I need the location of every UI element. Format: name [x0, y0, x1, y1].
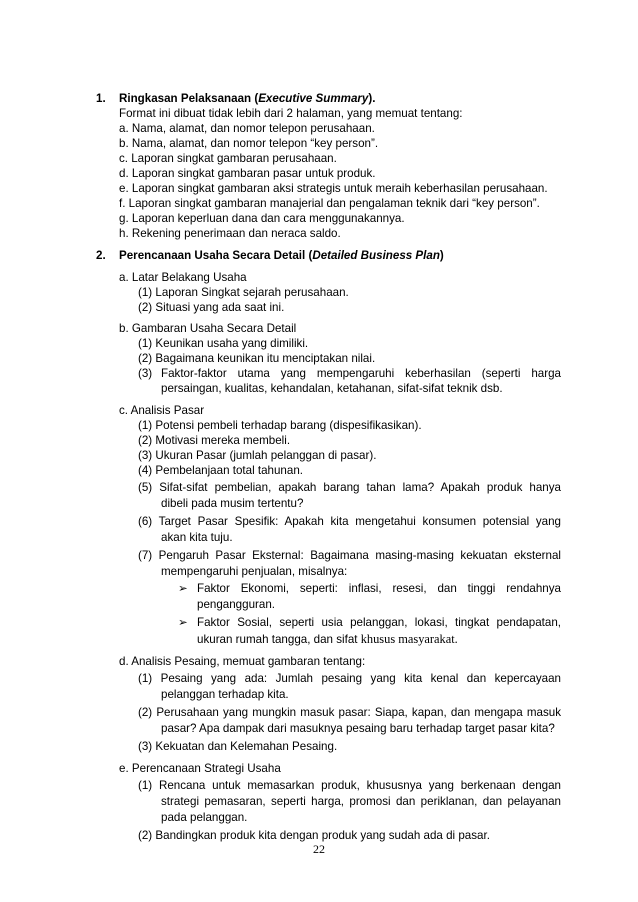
subsection-c-item: (3) Ukuran Pasar (jumlah pelanggan di pasar).: [138, 449, 377, 462]
subsection-c-item-7-line-2: mempengaruhi penjualan, misalnya:: [161, 565, 348, 578]
bullet-1-line-2: pengangguran.: [197, 598, 276, 611]
subsection-d-item-1-line-1: (1) Pesaing yang ada: Jumlah pesaing yang kita kenal dan kepercayaan: [138, 672, 561, 685]
bullet-arrow-icon: ➢: [178, 582, 188, 595]
subsection-a-item: (1) Laporan Singkat sejarah perusahaan.: [138, 286, 349, 299]
section-2-number: 2.: [96, 249, 106, 262]
section-1-item: d. Laporan singkat gambaran pasar untuk produk.: [119, 167, 376, 180]
subsection-b-heading: b. Gambaran Usaha Secara Detail: [119, 322, 297, 335]
page-number: 22: [313, 842, 325, 856]
subsection-c-item-5-line-2: dibeli pada musim tertentu?: [161, 497, 304, 510]
subsection-c-item-6-line-2: akan kita tuju.: [161, 531, 233, 544]
subsection-e-item-1-line-3: pada pelanggan.: [161, 811, 248, 824]
subsection-b-item: (1) Keunikan usaha yang dimiliki.: [138, 337, 309, 350]
subsection-c-heading: c. Analisis Pasar: [119, 404, 205, 417]
section-1-item: b. Nama, alamat, dan nomor telepon “key person”.: [119, 137, 379, 150]
bullet-arrow-icon: ➢: [178, 616, 188, 629]
section-1-item: a. Nama, alamat, dan nomor telepon perusahaan.: [119, 122, 375, 135]
subsection-b-item-3-line-2: persaingan, kualitas, kehandalan, ketahanan, sifat-sifat teknik dsb.: [161, 382, 503, 395]
subsection-e-item-2: (2) Bandingkan produk kita dengan produk yang sudah ada di pasar.: [138, 829, 490, 842]
subsection-c-item: (4) Pembelanjaan total tahunan.: [138, 464, 304, 477]
subsection-c-item-5-line-1: (5) Sifat-sifat pembelian, apakah barang tahan lama? Apakah produk hanya: [138, 481, 561, 494]
subsection-d-item-3: (3) Kekuatan dan Kelemahan Pesaing.: [138, 740, 338, 753]
subsection-e-item-1-line-1: (1) Rencana untuk memasarkan produk, khususnya yang berkenaan dengan: [138, 779, 561, 792]
subsection-c-item: (1) Potensi pembeli terhadap barang (dispesifikasikan).: [138, 419, 422, 432]
subsection-e-item-1-line-2: strategi pemasaran, seperti harga, promosi dan periklanan, dan pelayanan: [161, 795, 561, 808]
subsection-c-item-6-line-1: (6) Target Pasar Spesifik: Apakah kita mengetahui konsumen potensial yang: [138, 515, 561, 528]
subsection-c-item: (2) Motivasi mereka membeli.: [138, 434, 291, 447]
bullet-1-line-1: Faktor Ekonomi, seperti: inflasi, resesi, dan tinggi rendahnya: [197, 582, 561, 595]
section-1-item: f. Laporan singkat gambaran manajerial dan pengalaman teknik dari “key person”.: [119, 197, 540, 210]
section-1-item: g. Laporan keperluan dana dan cara menggunakannya.: [119, 212, 405, 225]
subsection-d-item-1-line-2: pelanggan terhadap kita.: [161, 688, 289, 701]
bullet-2-line-1: Faktor Sosial, seperti usia pelanggan, lokasi, tingkat pendapatan,: [197, 616, 561, 629]
section-1-item: h. Rekening penerimaan dan neraca saldo.: [119, 227, 341, 240]
subsection-b-item: (2) Bagaimana keunikan itu menciptakan nilai.: [138, 352, 376, 365]
subsection-a-heading: a. Latar Belakang Usaha: [119, 271, 247, 284]
subsection-b-item-3-label: (3): [138, 367, 153, 380]
section-1-item: c. Laporan singkat gambaran perusahaan.: [119, 152, 337, 165]
subsection-c-item-7-line-1: (7) Pengaruh Pasar Eksternal: Bagaimana masing-masing kekuatan eksternal: [138, 549, 561, 562]
subsection-d-item-2-line-1: (2) Perusahaan yang mungkin masuk pasar: Siapa, kapan, dan mengapa masuk: [138, 706, 561, 719]
bullet-2-line-2: ukuran rumah tangga, dan sifat khusus masyarakat.: [197, 632, 458, 646]
subsection-d-heading: d. Analisis Pesaing, memuat gambaran tentang:: [119, 655, 366, 668]
section-1-title: Ringkasan Pelaksanaan (Executive Summary).: [119, 92, 376, 105]
subsection-e-heading: e. Perencanaan Strategi Usaha: [119, 762, 281, 775]
section-2-title: Perencanaan Usaha Secara Detail (Detailed Business Plan): [119, 249, 444, 262]
section-1-intro: Format ini dibuat tidak lebih dari 2 halaman, yang memuat tentang:: [119, 107, 463, 120]
section-1-item: e. Laporan singkat gambaran aksi strategis untuk meraih keberhasilan perusahaan.: [119, 182, 548, 195]
section-1-number: 1.: [96, 92, 106, 105]
subsection-d-item-2-line-2: pasar? Apa dampak dari masuknya pesaing baru terhadap target pasar kita?: [161, 722, 555, 735]
subsection-b-item-3-line-1: Faktor-faktor utama yang mempengaruhi keberhasilan (seperti harga: [161, 367, 561, 380]
subsection-a-item: (2) Situasi yang ada saat ini.: [138, 301, 285, 314]
